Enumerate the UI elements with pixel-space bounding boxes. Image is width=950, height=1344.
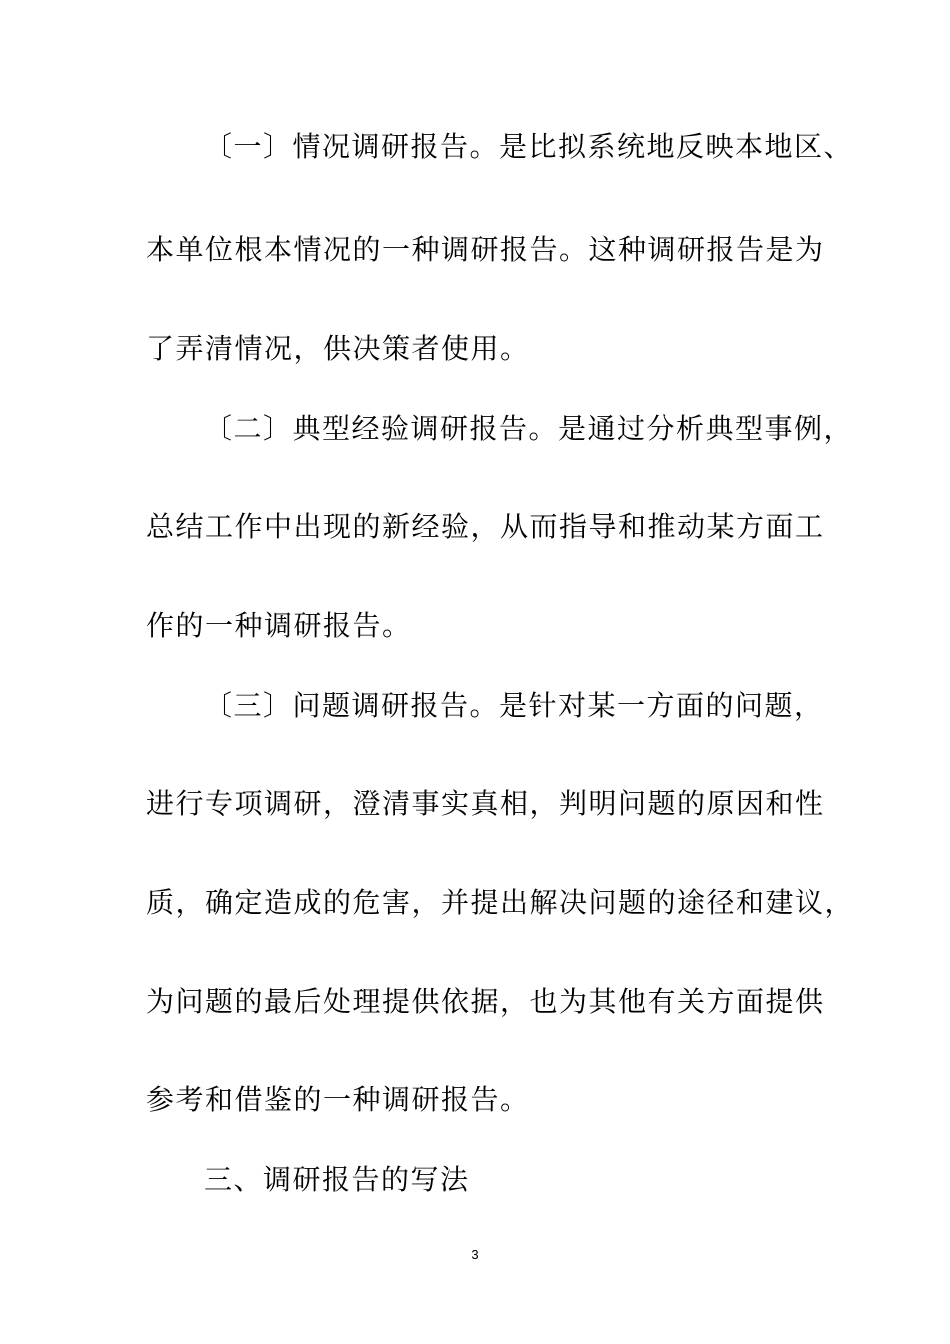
section-heading: 三、调研报告的写法 bbox=[204, 1163, 470, 1196]
paragraph-line: 参考和借鉴的一种调研报告。 bbox=[146, 1083, 530, 1116]
page-number: 3 bbox=[471, 1247, 479, 1262]
paragraph-line: 为问题的最后处理提供依据，也为其他有关方面提供 bbox=[146, 985, 825, 1018]
paragraph-line: 质，确定造成的危害，并提出解决问题的途径和建议， bbox=[146, 886, 855, 919]
paragraph-line: 本单位根本情况的一种调研报告。这种调研报告是为 bbox=[146, 233, 825, 266]
paragraph-line: 〔一〕情况调研报告。是比拟系统地反映本地区、 bbox=[204, 130, 854, 163]
paragraph-line: 进行专项调研，澄清事实真相，判明问题的原因和性 bbox=[146, 787, 825, 820]
paragraph-line: 〔二〕典型经验调研报告。是通过分析典型事例， bbox=[204, 412, 854, 445]
paragraph-line: 作的一种调研报告。 bbox=[146, 609, 412, 642]
paragraph-line: 〔三〕问题调研报告。是针对某一方面的问题， bbox=[204, 689, 824, 722]
paragraph-line: 总结工作中出现的新经验，从而指导和推动某方面工 bbox=[146, 510, 825, 543]
paragraph-line: 了弄清情况，供决策者使用。 bbox=[146, 332, 530, 365]
